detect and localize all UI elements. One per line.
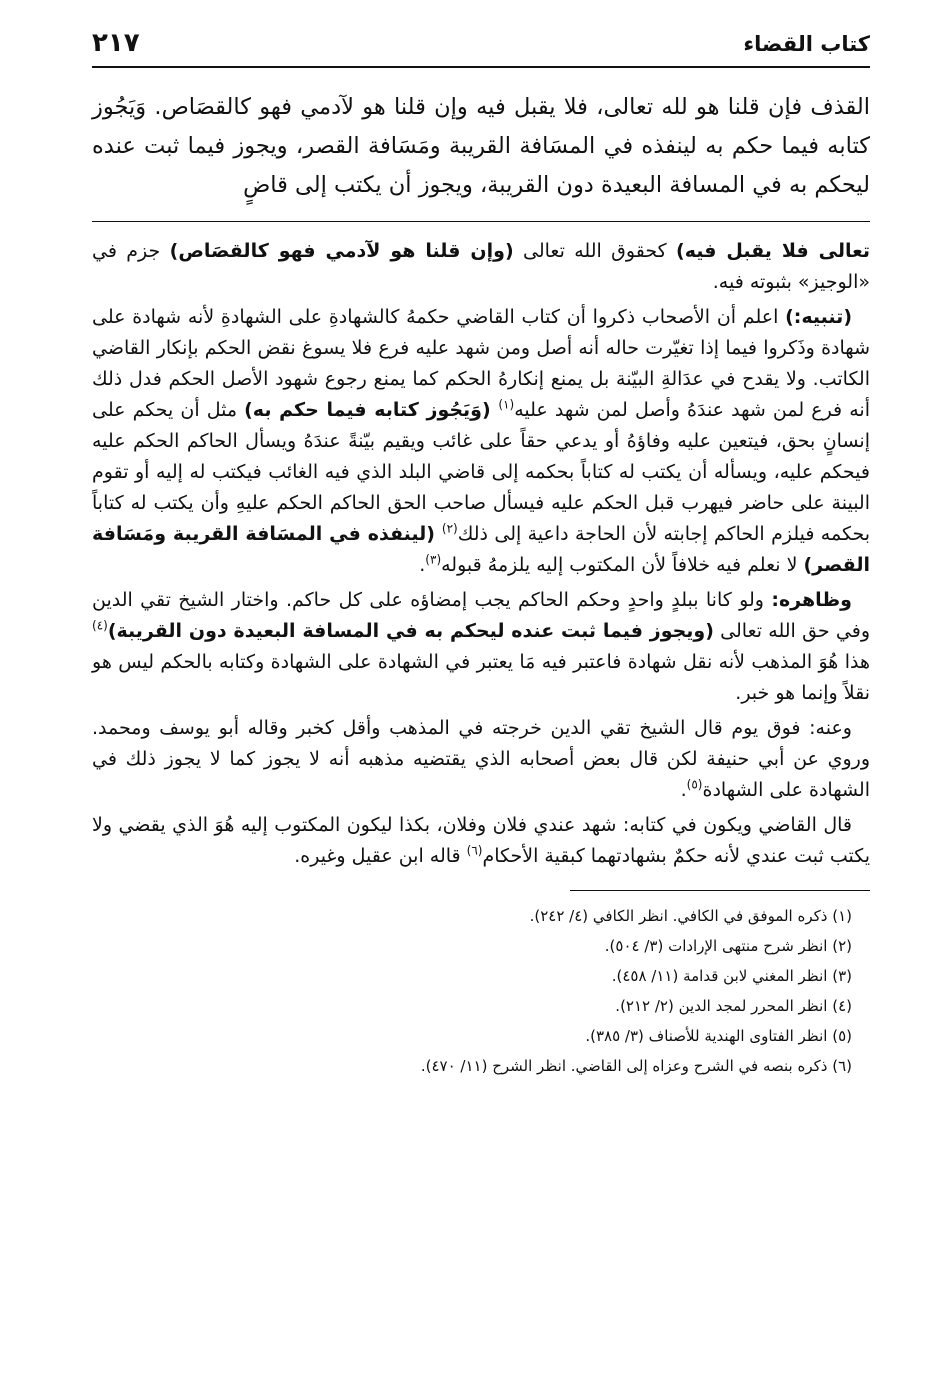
commentary-text: . (419, 554, 426, 576)
commentary (92, 236, 870, 872)
footnote-marker[interactable]: (٢) (441, 521, 458, 536)
footnote-marker[interactable]: (٤) (92, 618, 108, 633)
footnote-marker[interactable]: (٦) (466, 843, 483, 858)
commentary-paragraph (92, 302, 870, 581)
commentary-text: جزم في «الوجيز» بثبوته فيه. (92, 240, 870, 293)
commentary-text: قال القاضي ويكون في كتابه: شهد عندي فلان وفلان، بكذا ليكون المكتوب إليه هُوَ الذي يقضي ولا يكتب ثبت عندي لأنه حكمٌ بشهادتهما كبقية الأحكام (92, 814, 870, 867)
commentary-paragraph (92, 713, 870, 806)
quoted-text: (وإن قلنا هو لآدمي فهو كالقصَاص) (169, 240, 514, 262)
commentary-text: . (680, 779, 687, 801)
footnotes (92, 901, 870, 1081)
quoted-text: (تنبيه:) (785, 306, 852, 328)
footnote: (٦) ذكره بنصه في الشرح وعزاه إلى القاضي. انظر الشرح (١١/ ٤٧٠). (420, 1057, 852, 1075)
footnote: (٤) انظر المحرر لمجد الدين (٢/ ٢١٢). (615, 997, 852, 1015)
running-header (92, 28, 870, 68)
commentary-text: كحقوق الله تعالى (513, 240, 677, 262)
quoted-text: (ويجوز فيما ثبت عنده ليحكم به في المسافة البعيدة دون القريبة) (107, 620, 714, 642)
chapter-title: كتاب القضاء (743, 32, 870, 56)
footnote: (٥) انظر الفتاوى الهندية للأصناف (٣/ ٣٨٥). (585, 1027, 852, 1045)
footnote: (٢) انظر شرح منتهى الإرادات (٣/ ٥٠٤). (604, 937, 852, 955)
quoted-text: وظاهره: (771, 589, 852, 611)
commentary-text: اعلم أن الأصحاب ذكروا أن كتاب القاضي حكمهُ كالشهادةِ على الشهادةِ لأنه شهادة على شهادة وذَكروا فيما إذا تغيّرت حاله أنه أصل ومن شهد عليه فرع فلا يسوغ نقض الحكم بإنكار القاضي الكاتب. ولا يقدح في عدَالةِ البيّنة بل يمنع إنكارهُ الحكم كما يمنع رجوع شهود الأصل الحكم فدل ذلك أنه فرع لمن شهد عندَهُ وأصل لمن شهد عليه (92, 306, 870, 421)
quoted-text: تعالى فلا يقبل فيه) (676, 240, 870, 262)
footnote-divider (570, 890, 870, 891)
footnote-marker[interactable]: (٥) (686, 777, 703, 792)
commentary-text: ولو كانا ببلدٍ واحدٍ وحكم الحاكم يجب إمضاؤه على كل حاكم. واختار الشيخ تقي الدين وفي حق الله تعالى (92, 589, 871, 642)
quoted-text: (لينفذه في المسَافة القريبة ومَسَافة القصر) (92, 523, 870, 576)
footnote-marker[interactable]: (١) (498, 397, 515, 412)
commentary-text: لا نعلم فيه خلافاً لأن المكتوب إليه يلزمهُ قبوله (441, 554, 804, 576)
footnote-marker[interactable]: (٣) (425, 552, 442, 567)
book-page (92, 28, 870, 1081)
commentary-paragraph (92, 236, 870, 298)
commentary-text: هذا هُوَ المذهب لأنه نقل شهادة فاعتبر فيه مَا يعتبر في الشهادة على الشهادة وكتابه بالحكم ليس هو نقلاً وإنما هو خبر. (92, 651, 870, 704)
commentary-paragraph (92, 585, 870, 709)
commentary-text: وعنه: فوق يوم قال الشيخ تقي الدين خرجته في المذهب وأقل كخبر وقاله أبو يوسف ومحمد. وروي عن أبي حنيفة لكن قال بعض أصحابه الذي يقتضيه مذهبه أنه لا يجوز كما لا يجوز ذلك في الشهادة على الشهادة (92, 717, 870, 801)
main-text: القذف فإن قلنا هو لله تعالى، فلا يقبل فيه وإن قلنا هو لآدمي فهو كالقصَاص. وَيَجُوز كتابه فيما حكم به لينفذه في المسَافة القريبة ومَسَافة القصر، ويجوز فيما ثبت عنده ليحكم به في المسافة البعيدة دون القريبة، ويجوز أن يكتب إلى قاضٍ (92, 94, 870, 198)
footnote: (١) ذكره الموفق في الكافي. انظر الكافي (٤/ ٢٤٢). (529, 907, 852, 925)
footnote: (٣) انظر المغني لابن قدامة (١١/ ٤٥٨). (611, 967, 852, 985)
commentary-text: مثل أن يحكم على إنسانٍ بحق، فيتعين عليه وفاؤهُ أو يدعي حقاً على غائب ويقيم بيّنةً عندَهُ ويسأل الحاكم الحكم عليه فيحكم عليه، ويسأله أن يكتب له كتاباً بحكمه إلى قاضي البلد الذي فيه الغائب فيكتب له إليه أو تقوم البينة على حاضر فيهرب قبل الحكم عليه فيسأل صاحب الحق الحاكم الحكم عليهِ وأن يكتب له كتاباً بحكمه فيلزم الحاكم إجابته لأن الحاجة داعية إلى ذلك (92, 399, 870, 545)
page-number: ٢١٧ (92, 28, 140, 58)
commentary-text: قاله ابن عقيل وغيره. (294, 845, 467, 867)
quoted-text: (وَيَجُوز كتابه فيما حكم به) (244, 399, 499, 421)
text-commentary-divider (92, 221, 870, 222)
commentary-paragraph (92, 810, 870, 872)
